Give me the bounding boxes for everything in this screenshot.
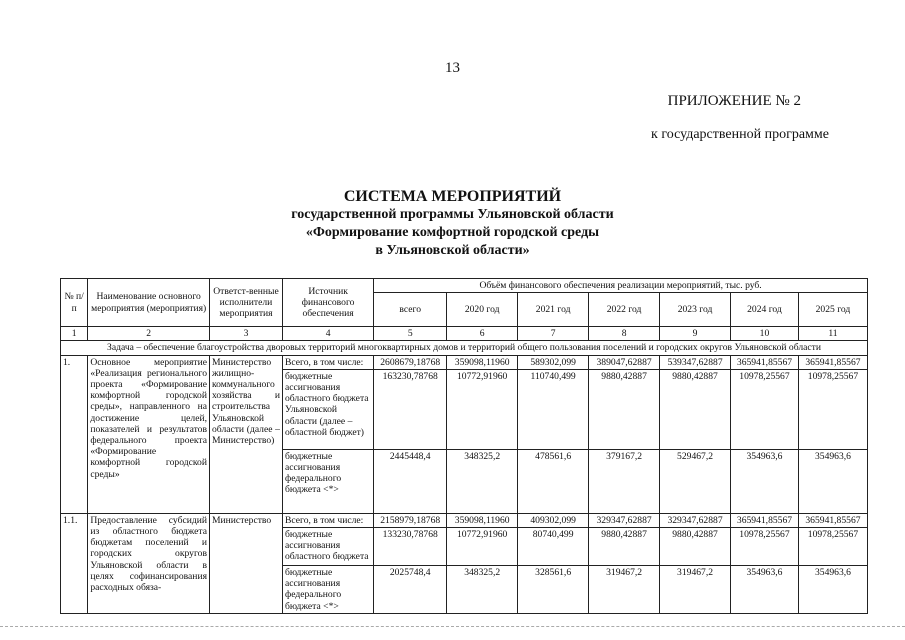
value-2024: 10978,25567 [731, 369, 799, 449]
value-2024: 10978,25567 [731, 528, 799, 566]
document-title [0, 187, 905, 260]
value-2025: 354963,6 [798, 449, 867, 513]
funding-source: Всего, в том числе: [282, 355, 373, 369]
value-total: 2608679,18768 [374, 355, 447, 369]
header-source: Источник финансового обеспечения [282, 279, 373, 327]
col-number: 6 [447, 327, 518, 341]
header-row-1 [61, 279, 868, 293]
value-2022: 329347,62887 [589, 513, 660, 527]
value-2022: 379167,2 [589, 449, 660, 513]
value-2023: 529467,2 [660, 449, 731, 513]
value-2020: 359098,11960 [447, 355, 518, 369]
value-2024: 354963,6 [731, 449, 799, 513]
funding-source: бюджетные ассигнования областного бюджета [282, 528, 373, 566]
header-2021: 2021 год [518, 293, 589, 327]
value-2023: 539347,62887 [660, 355, 731, 369]
title-line-4: в Ульяновской области» [375, 243, 530, 258]
responsible-executor: Министерство жилищно-коммунального хозяйства и строительства Ульяновской области (далее – Министерство) [210, 355, 283, 513]
row-number: 1. [61, 355, 88, 513]
value-2021: 328561,6 [518, 566, 589, 614]
value-2022: 389047,62887 [589, 355, 660, 369]
activity-name: Основное мероприятие «Реализация регионального проекта «Формирование комфортной городской среды», направленного на достижение целей, показателей и результатов федерального проекта «Формирование комфортной городской среды» [88, 355, 210, 513]
value-total: 2025748,4 [374, 566, 447, 614]
value-2025: 10978,25567 [798, 528, 867, 566]
value-2021: 589302,099 [518, 355, 589, 369]
value-2024: 365941,85567 [731, 513, 799, 527]
value-2022: 9880,42887 [589, 369, 660, 449]
header-name: Наименование основного мероприятия (мероприятия) [88, 279, 210, 327]
value-2020: 10772,91960 [447, 528, 518, 566]
value-2021: 110740,499 [518, 369, 589, 449]
col-number: 11 [798, 327, 867, 341]
responsible-executor: Министерство [210, 513, 283, 613]
header-volume: Объём финансового обеспечения реализации мероприятий, тыс. руб. [374, 279, 868, 293]
col-number: 10 [731, 327, 799, 341]
col-number: 5 [374, 327, 447, 341]
value-2025: 365941,85567 [798, 355, 867, 369]
col-number: 8 [589, 327, 660, 341]
value-2021: 409302,099 [518, 513, 589, 527]
appendix-subtitle: к государственной программе [651, 127, 829, 142]
col-number: 7 [518, 327, 589, 341]
header-2025: 2025 год [798, 293, 867, 327]
value-2023: 9880,42887 [660, 369, 731, 449]
value-total: 2158979,18768 [374, 513, 447, 527]
value-2025: 10978,25567 [798, 369, 867, 449]
header-num: № п/п [61, 279, 88, 327]
value-2020: 359098,11960 [447, 513, 518, 527]
value-2021: 80740,499 [518, 528, 589, 566]
col-number: 9 [660, 327, 731, 341]
funding-source: бюджетные ассигнования федерального бюджета <*> [282, 566, 373, 614]
activities-table [60, 278, 868, 614]
value-total: 163230,78768 [374, 369, 447, 449]
funding-source: бюджетные ассигнования областного бюджета Ульяновской области (далее – областной бюджет) [282, 369, 373, 449]
title-line-1: СИСТЕМА МЕРОПРИЯТИЙ [343, 188, 562, 205]
header-2024: 2024 год [731, 293, 799, 327]
value-2022: 319467,2 [589, 566, 660, 614]
task-text: Задача – обеспечение благоустройства дворовых территорий многоквартирных домов и территорий общего пользования поселений и городских округов Ульяновской области [61, 341, 868, 355]
activity-name: Предоставление субсидий из областного бюджета бюджетам поселений и городских округов Ульяновской области в целях софинансирования расходных обяза- [88, 513, 210, 613]
header-2023: 2023 год [660, 293, 731, 327]
value-2020: 10772,91960 [447, 369, 518, 449]
value-2020: 348325,2 [447, 449, 518, 513]
title-line-3: «Формирование комфортной городской среды [305, 225, 600, 240]
value-total: 133230,78768 [374, 528, 447, 566]
header-2020: 2020 год [447, 293, 518, 327]
col-number: 4 [282, 327, 373, 341]
appendix-title: ПРИЛОЖЕНИЕ № 2 [667, 93, 801, 109]
value-2025: 354963,6 [798, 566, 867, 614]
value-2020: 348325,2 [447, 566, 518, 614]
row-number: 1.1. [61, 513, 88, 613]
col-number: 2 [88, 327, 210, 341]
value-2024: 365941,85567 [731, 355, 799, 369]
value-2023: 329347,62887 [660, 513, 731, 527]
table-row [61, 355, 868, 369]
funding-source: Всего, в том числе: [282, 513, 373, 527]
value-2022: 9880,42887 [589, 528, 660, 566]
scan-bottom-edge [0, 626, 905, 627]
value-2024: 354963,6 [731, 566, 799, 614]
value-2023: 9880,42887 [660, 528, 731, 566]
header-2022: 2022 год [589, 293, 660, 327]
header-total: всего [374, 293, 447, 327]
col-number: 3 [210, 327, 283, 341]
value-total: 2445448,4 [374, 449, 447, 513]
column-number-row [61, 327, 868, 341]
page-number: 13 [445, 60, 460, 76]
value-2021: 478561,6 [518, 449, 589, 513]
value-2025: 365941,85567 [798, 513, 867, 527]
table-row [61, 513, 868, 527]
col-number: 1 [61, 327, 88, 341]
value-2023: 319467,2 [660, 566, 731, 614]
header-responsible: Ответст-венные исполнители мероприятия [210, 279, 283, 327]
title-line-2: государственной программы Ульяновской области [291, 207, 614, 222]
funding-source: бюджетные ассигнования федерального бюджета <*> [282, 449, 373, 513]
task-row [61, 341, 868, 355]
